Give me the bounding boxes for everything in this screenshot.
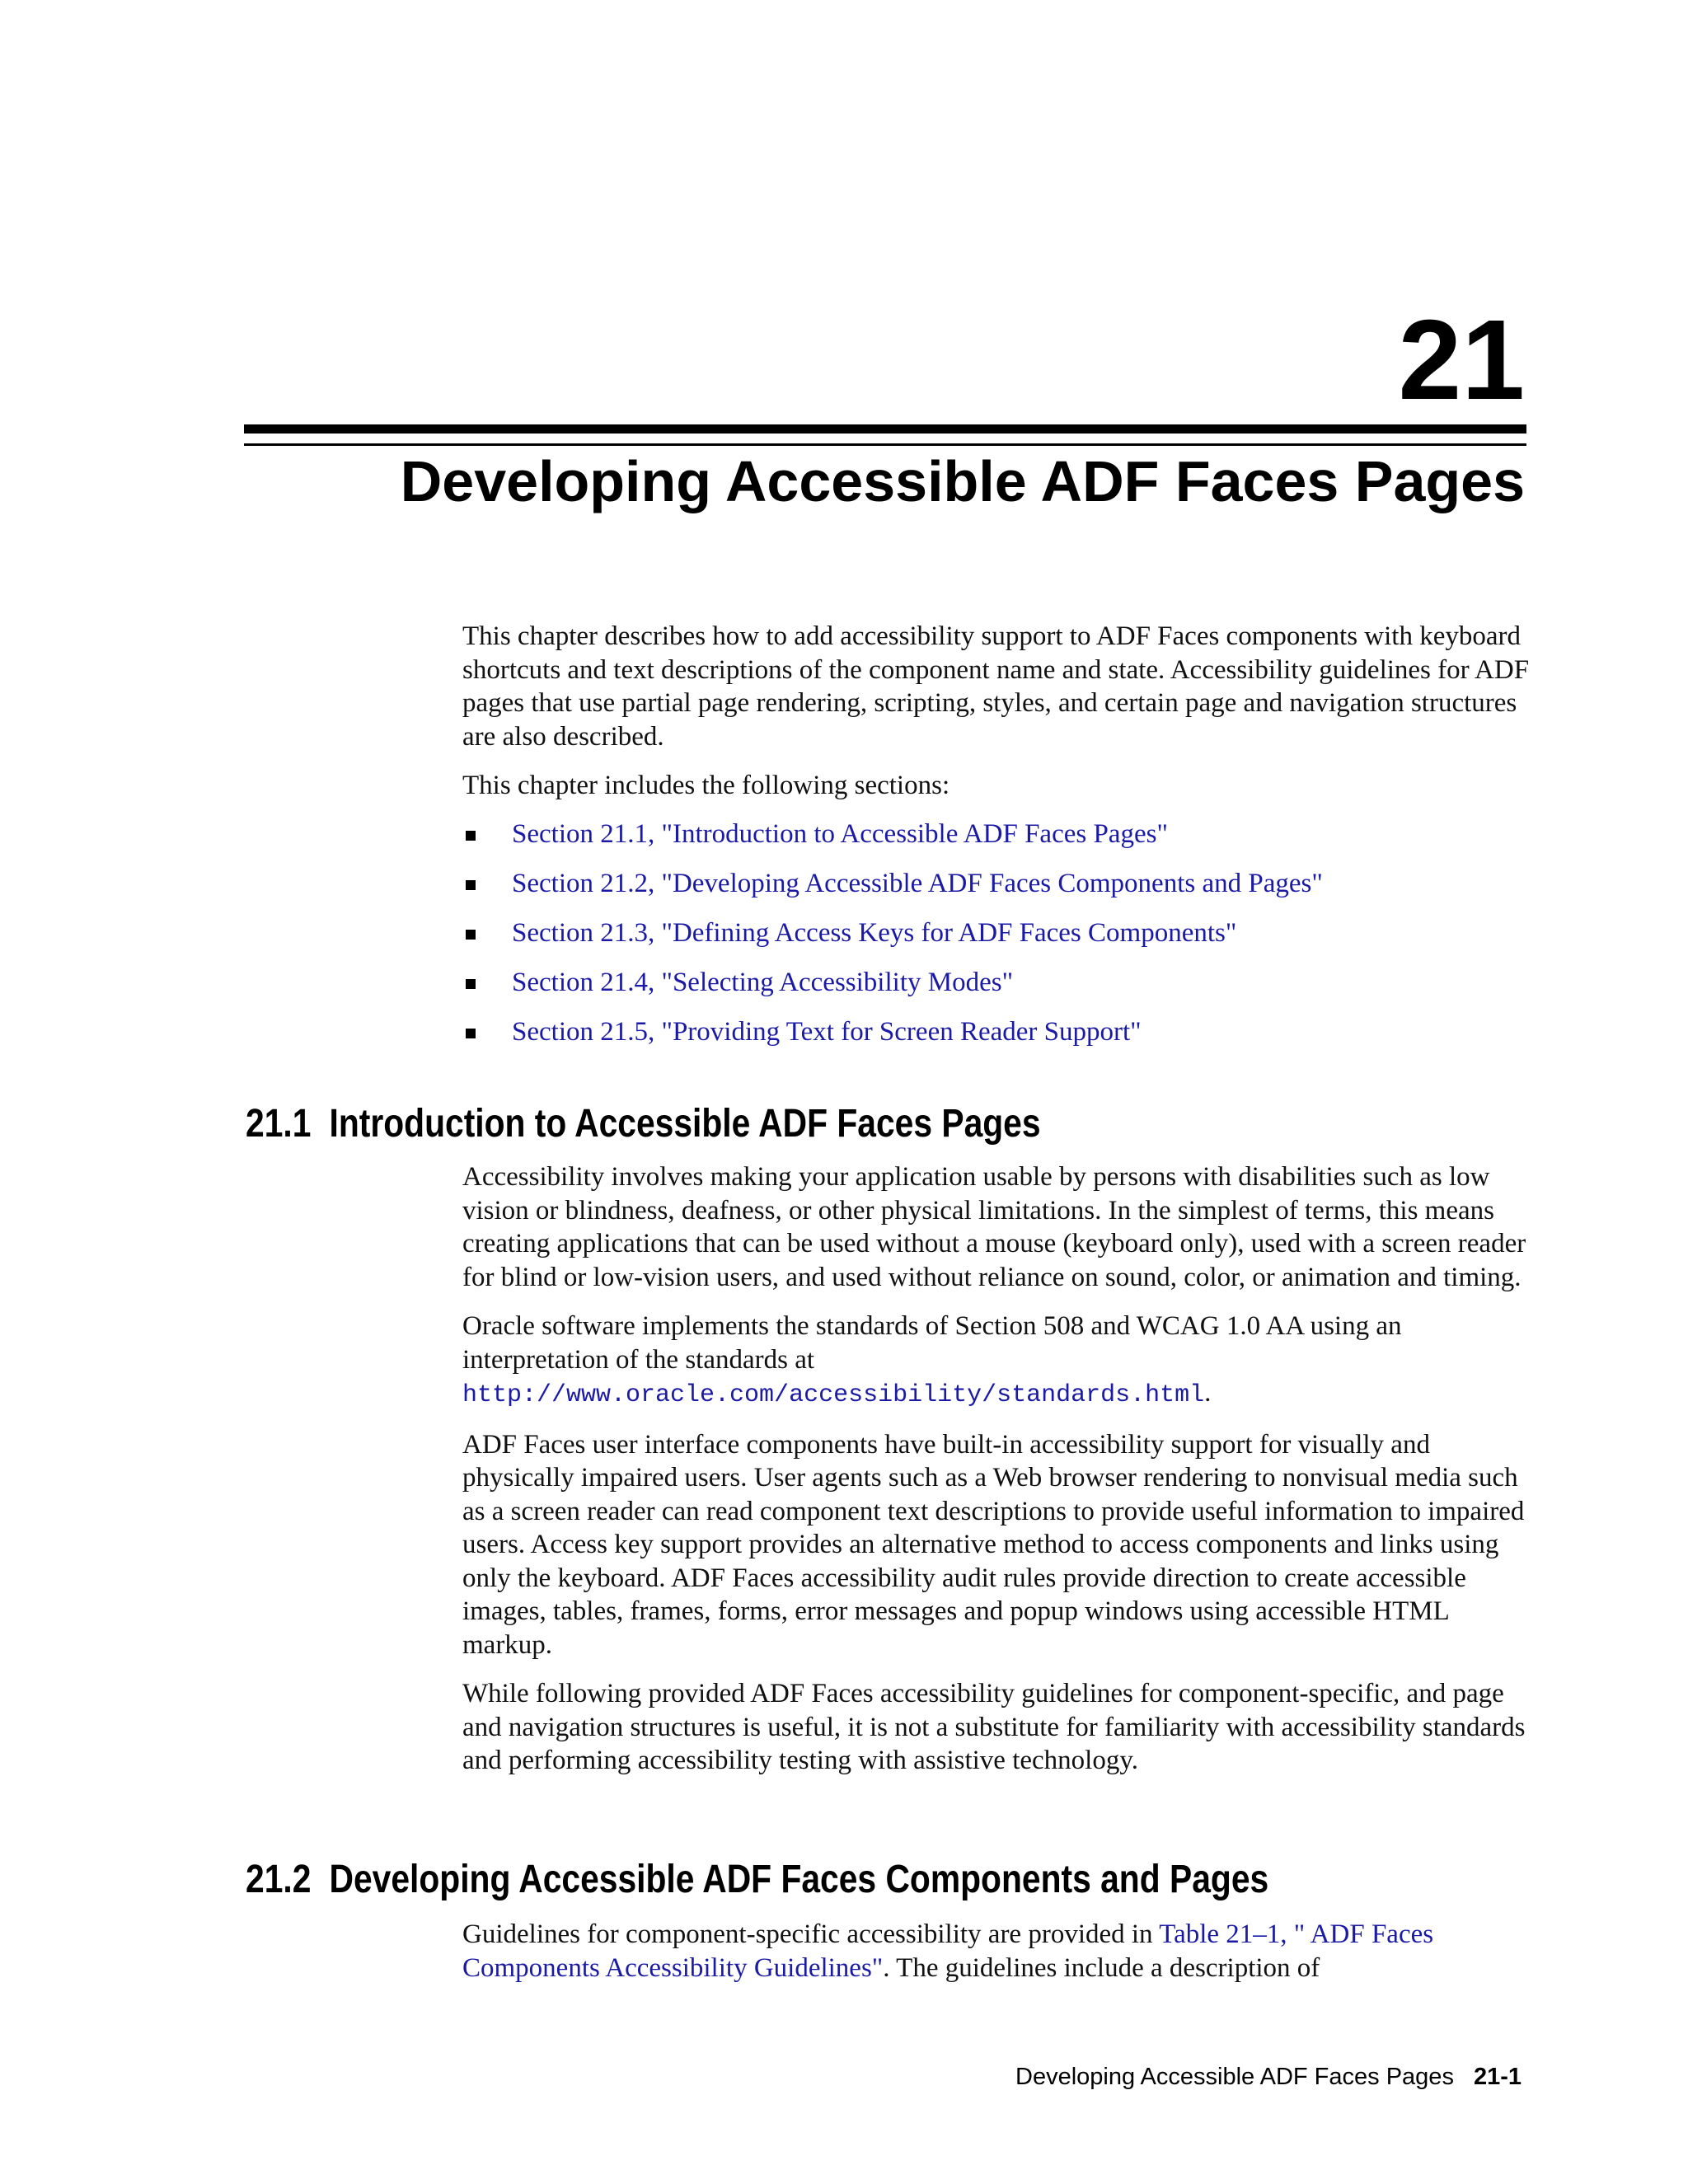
- section-number: 21.1: [246, 1102, 312, 1146]
- table-21-1-link[interactable]: Table 21–1, " ADF Faces Components Accessibility Guidelines": [462, 1919, 1434, 1983]
- standards-text: Oracle software implements the standards of Section 508 and WCAG 1.0 AA using an interpretation of the standards at: [462, 1311, 1402, 1375]
- list-item: [462, 966, 1534, 1015]
- section-paragraph: ADF Faces user interface components have built-in accessibility support for visually and physically impaired users. User agents such as a Web browser rendering to nonvisual media such as a screen reader can read component text descriptions to provide useful information to impaired users. Access key support provides an alternative method to access components and links using only the keyboard. ADF Faces accessibility audit rules provide direction to create accessible images, tables, frames, forms, error messages and popup windows using accessible HTML markup.: [462, 1429, 1525, 1660]
- guidelines-text-end: . The guidelines include a description of: [883, 1952, 1320, 1983]
- section-paragraph: [462, 1310, 1534, 1413]
- sections-lead: This chapter includes the following sections:: [462, 771, 950, 800]
- toc-link-21-2[interactable]: Section 21.2, "Developing Accessible ADF Faces Components and Pages": [512, 868, 1323, 898]
- section-21-2-body: [462, 1918, 1534, 2000]
- toc-link-21-5[interactable]: Section 21.5, "Providing Text for Screen Reader Support": [512, 1016, 1142, 1047]
- list-item: [462, 916, 1534, 966]
- section-21-1-body: [462, 1160, 1534, 1793]
- section-title: Developing Accessible ADF Faces Components and Pages: [329, 1858, 1269, 1901]
- bullet-icon: [466, 880, 476, 890]
- toc-link-21-3[interactable]: Section 21.3, "Defining Access Keys for ADF Faces Components": [512, 917, 1237, 948]
- list-item: [462, 818, 1534, 867]
- chapter-rule-thin: [244, 443, 1526, 446]
- bullet-icon: [466, 930, 476, 940]
- section-heading-21-1: [246, 1100, 1041, 1148]
- chapter-rule-thick: [244, 424, 1526, 434]
- section-title: Introduction to Accessible ADF Faces Pages: [329, 1102, 1041, 1146]
- chapter-title: Developing Accessible ADF Faces Pages: [400, 449, 1525, 513]
- section-paragraph: While following provided ADF Faces accessibility guidelines for component-specific, and page and navigation structures is useful, it is not a substitute for familiarity with accessibility standards and performing accessibility testing with assistive technology.: [462, 1679, 1526, 1775]
- intro-paragraph: This chapter describes how to add accessibility support to ADF Faces components with keyboard shortcuts and text descriptions of the component name and state. Accessibility guidelines for ADF pages that use partial page rendering, scripting, styles, and certain page and navigation structures are also described.: [462, 621, 1530, 752]
- period: .: [1204, 1378, 1212, 1408]
- list-item: [462, 1015, 1534, 1065]
- section-heading-21-2: [246, 1856, 1268, 1904]
- bullet-icon: [466, 979, 476, 989]
- toc-link-21-1[interactable]: Section 21.1, "Introduction to Accessible ADF Faces Pages": [512, 818, 1168, 849]
- list-item: [462, 867, 1534, 916]
- guidelines-text: Guidelines for component-specific accessibility are provided in: [462, 1919, 1160, 1949]
- section-number: 21.2: [246, 1858, 312, 1901]
- chapter-number: 21: [1398, 297, 1525, 424]
- section-list: [462, 818, 1534, 1065]
- chapter-intro: [462, 620, 1534, 1065]
- standards-url-link[interactable]: http://www.oracle.com/accessibility/standards.html: [462, 1381, 1205, 1409]
- toc-link-21-4[interactable]: Section 21.4, "Selecting Accessibility Modes": [512, 967, 1014, 997]
- page-footer: [1015, 2064, 1522, 2091]
- section-paragraph: [462, 1918, 1534, 1985]
- page-number: 21-1: [1473, 2064, 1522, 2090]
- bullet-icon: [466, 831, 476, 841]
- bullet-icon: [466, 1029, 476, 1038]
- footer-title: Developing Accessible ADF Faces Pages: [1015, 2064, 1454, 2090]
- section-paragraph: Accessibility involves making your application usable by persons with disabilities such as low vision or blindness, deafness, or other physical limitations. In the simplest of terms, this means creating applications that can be used without a mouse (keyboard only), used with a screen reader for blind or low-vision users, and used without reliance on sound, color, or animation and timing.: [462, 1162, 1526, 1292]
